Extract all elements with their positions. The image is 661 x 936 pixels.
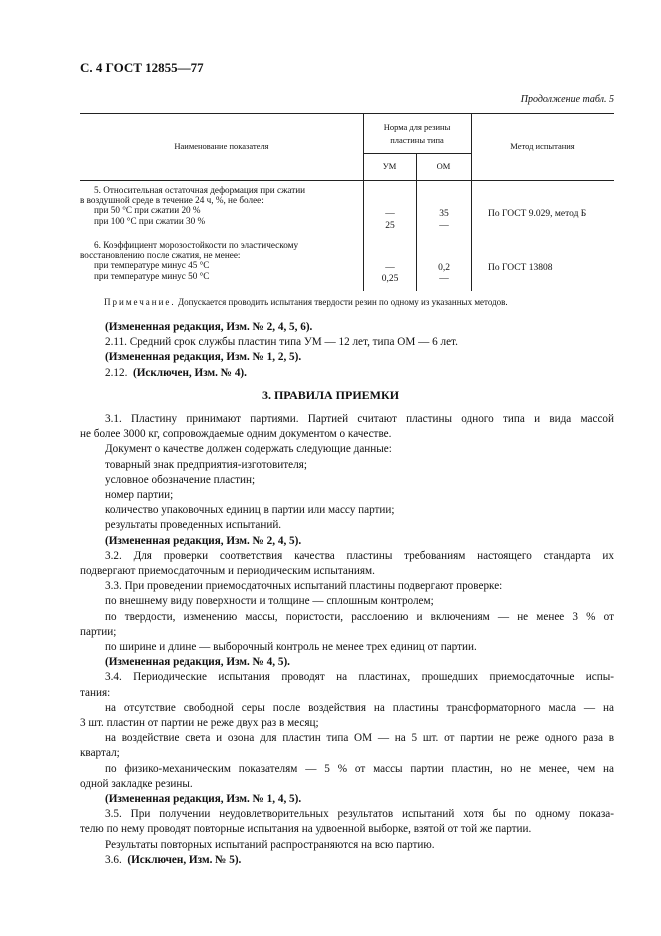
table-row-6-indicator xyxy=(80,240,298,281)
paragraph: 3.3. При проведении приемосдаточных испытаний пластины подвергают проверке: xyxy=(105,580,503,593)
section-body xyxy=(80,412,614,868)
paragraph: 2.11. Средний срок службы пластин типа УМ — 12 лет, типа ОМ — 6 лет. xyxy=(105,336,458,349)
list-item: 3 шт. пластин от партии не реже двух раз в месяц; xyxy=(80,717,319,730)
list-item: номер партии; xyxy=(105,489,174,502)
row-6-um-value: 0,25 xyxy=(381,274,399,284)
list-item: результаты проведенных испытаний. xyxy=(105,519,282,532)
table-continuation-label: Продолжение табл. 5 xyxy=(520,94,614,105)
amendment-note: (Измененная редакция, Изм. № 2, 4, 5, 6). xyxy=(105,321,313,333)
row-6-om-value: — xyxy=(439,274,449,284)
table-subheader-rule xyxy=(363,153,471,154)
list-item: по внешнему виду поверхности и толщине — сплошным контролем; xyxy=(105,595,434,608)
col-header-um: УМ xyxy=(382,161,397,171)
col-header-norm-line: Норма для резины xyxy=(383,122,451,132)
table-header-rule xyxy=(80,180,614,181)
table-col-divider xyxy=(416,153,417,291)
indicator-line: в воздушной среде в течение 24 ч, %, не более: xyxy=(80,195,264,206)
note-label: Примечание. xyxy=(104,297,176,307)
list-item: по ширине и длине — выборочный контроль не менее трех единиц от партии. xyxy=(105,641,477,654)
paragraph: тания: xyxy=(80,686,111,699)
indicator-line: 5. Относительная остаточная деформация при сжатии xyxy=(94,185,306,195)
list-item: на воздействие света и озона для пластин типа ОМ — на 5 шт. от партии не реже одного раза в xyxy=(105,732,614,745)
indicator-line: при температуре минус 50 °С xyxy=(94,270,210,281)
row-5-method: По ГОСТ 9.029, метод Б xyxy=(488,209,587,219)
section-title: 3. ПРАВИЛА ПРИЕМКИ xyxy=(261,388,400,402)
excluded-note: (Исключен, Изм. № 5). xyxy=(127,853,242,866)
pre-section-block xyxy=(80,320,614,381)
col-header-indicator: Наименование показателя xyxy=(174,141,269,151)
list-item: по физико-механическим показателям — 5 % от массы партии пластин, но не менее, чем на xyxy=(105,762,614,775)
table-note xyxy=(104,297,508,307)
indicator-line: при 100 °С при сжатии 30 % xyxy=(94,215,206,226)
table-top-rule xyxy=(80,113,614,114)
paragraph: 3.2. Для проверки соответствия качества пластины требованиям настоящего стандарта их xyxy=(105,549,614,562)
paragraph xyxy=(80,853,614,868)
row-5-um-value: 25 xyxy=(385,221,395,231)
indicator-line: 6. Коэффициент морозостойкости по эластическому xyxy=(94,240,299,250)
paragraph: не более 3000 кг, сопровождаемые одним документом о качестве. xyxy=(80,428,392,441)
list-item: одной закладке резины. xyxy=(80,777,193,790)
paragraph: Результаты повторных испытаний распространяются на всю партию. xyxy=(105,838,435,851)
indicator-line: при температуре минус 45 °С xyxy=(94,260,210,271)
paragraph: 3.5. При получении неудовлетворительных результатов испытаний хотя бы по одному показа- xyxy=(105,808,614,821)
indicator-line: при 50 °С при сжатии 20 % xyxy=(94,205,201,216)
list-item: товарный знак предприятия-изготовителя; xyxy=(105,458,307,471)
row-6-um-value: — xyxy=(385,263,395,273)
page-header: С. 4 ГОСТ 12855—77 xyxy=(80,60,204,75)
row-5-om-value: — xyxy=(439,221,449,231)
col-header-method: Метод испытания xyxy=(510,141,575,151)
list-item: квартал; xyxy=(80,747,120,760)
row-6-method: По ГОСТ 13808 xyxy=(488,263,553,273)
paragraph: 3.1. Пластину принимают партиями. Партией считают пластины одного типа и вида массой xyxy=(105,413,614,425)
list-item: по твердости, изменению массы, пористости, расслоению и включениям — не менее 3 % от xyxy=(105,610,614,623)
amendment-note: (Измененная редакция, Изм. № 4, 5). xyxy=(105,656,290,669)
amendment-note: (Измененная редакция, Изм. № 1, 2, 5). xyxy=(105,351,302,364)
amendment-note: (Измененная редакция, Изм. № 1, 4, 5). xyxy=(105,793,302,806)
note-text: Допускается проводить испытания твердости резин по одному из указанных методов. xyxy=(177,297,508,307)
col-header-norm xyxy=(363,121,471,147)
list-item: на отсутствие свободной серы после воздействия на пластины трансформаторного масла — на xyxy=(105,701,614,714)
row-6-om-value: 0,2 xyxy=(438,263,450,273)
paragraph: 3.4. Периодические испытания проводят на пластинах, прошедших приемосдаточные испы- xyxy=(105,671,614,684)
amendment-note: (Измененная редакция, Изм. № 2, 4, 5). xyxy=(105,534,302,547)
paragraph xyxy=(80,366,614,381)
paragraph: Документ о качестве должен содержать следующие данные: xyxy=(105,443,392,456)
excluded-note: (Исключен, Изм. № 4). xyxy=(132,366,247,379)
clause-number: 2.12. xyxy=(105,366,128,379)
indicator-line: восстановлению после сжатия, не менее: xyxy=(80,250,241,261)
row-5-um-value: — xyxy=(385,209,395,219)
table-row-5-indicator xyxy=(80,185,305,226)
col-header-om: ОМ xyxy=(436,161,451,171)
list-item: условное обозначение пластин; xyxy=(105,473,256,486)
list-item: количество упаковочных единиц в партии или массу партии; xyxy=(105,504,395,517)
list-item: партии; xyxy=(80,625,117,638)
clause-number: 3.6. xyxy=(105,853,122,866)
row-5-om-value: 35 xyxy=(439,209,449,219)
col-header-norm-line: пластины типа xyxy=(390,135,444,145)
paragraph: подвергают приемосдаточным и периодическим испытаниям. xyxy=(80,565,375,578)
paragraph: телю по нему проводят повторные испытания на удвоенной выборке, взятой от той же партии. xyxy=(80,823,532,836)
